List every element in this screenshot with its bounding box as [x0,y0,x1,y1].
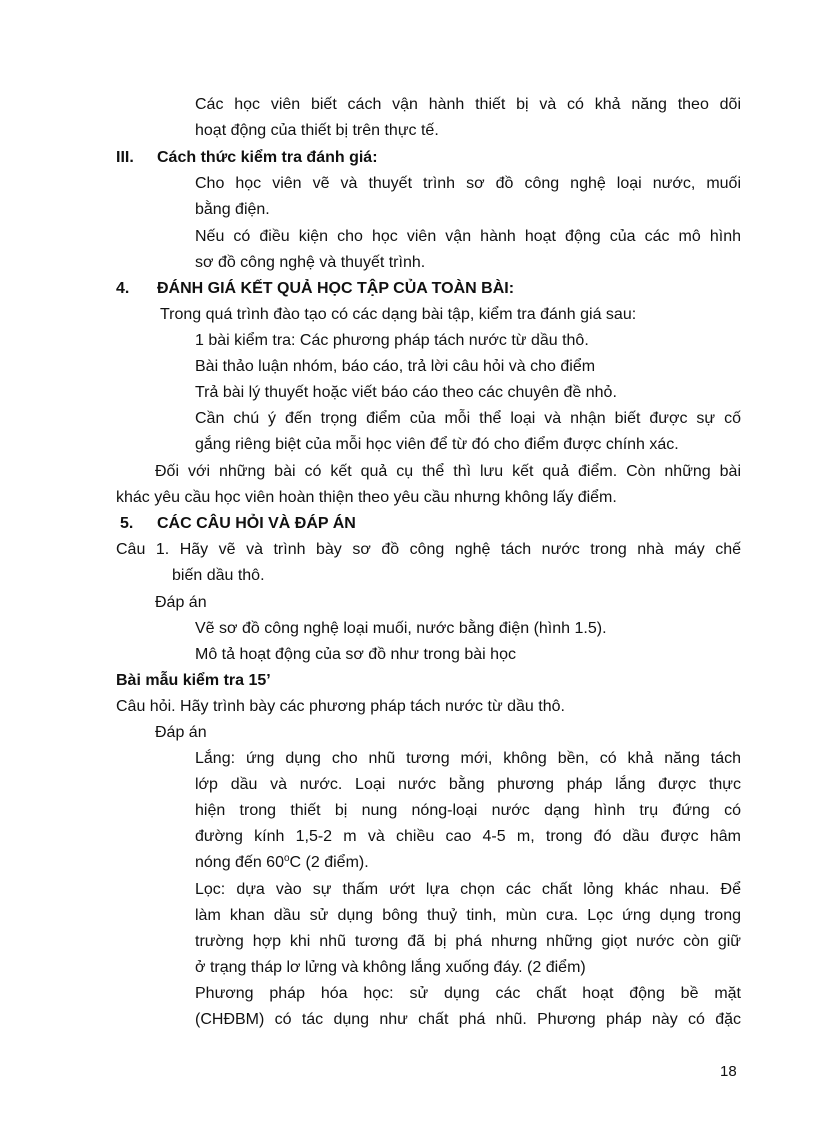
answer-line: hiện trong thiết bị nung nóng-loại nước dạng hình trụ đứng có [195,802,741,819]
list-item: Trả bài lý thuyết hoặc viết báo cáo theo các chuyên đề nhỏ. [195,384,617,401]
question-line: Câu hỏi. Hãy trình bày các phương pháp tách nước từ dầu thô. [116,698,565,715]
list-item: gắng riêng biệt của mỗi học viên để từ đó cho điểm được chính xác. [195,436,679,453]
list-item: Cần chú ý đến trọng điểm của mỗi thể loại và nhận biết được sự cố [195,410,741,427]
answer-line: lớp dầu và nước. Loại nước bằng phương pháp lắng được thực [195,776,741,793]
answer-line: trường hợp khi nhũ tương đã bị phá nhưng những giọt nước còn giữ [195,933,741,950]
list-item: 1 bài kiểm tra: Các phương pháp tách nước từ dầu thô. [195,332,589,349]
answer-line: (CHĐBM) có tác dụng như chất phá nhũ. Phương pháp này có đặc [195,1011,741,1028]
section-heading: Cách thức kiểm tra đánh giá: [157,149,378,166]
answer-line: ở trạng tháp lơ lửng và không lắng xuống đáy. (2 điểm) [195,959,586,976]
answer-label: Đáp án [155,594,207,611]
list-item: Bài thảo luận nhóm, báo cáo, trả lời câu hỏi và cho điểm [195,358,596,375]
page-number: 18 [720,1063,737,1080]
body-text-line: Trong quá trình đào tạo có các dạng bài tập, kiểm tra đánh giá sau: [160,306,637,323]
answer-line: Phương pháp hóa học: sử dụng các chất hoạt động bề mặt [195,985,741,1002]
answer-label: Đáp án [155,724,207,741]
degree-superscript: o [283,853,290,864]
answer-line [195,852,369,874]
body-text-line: Cho học viên vẽ và thuyết trình sơ đồ công nghệ loại nước, muối [195,175,741,192]
section-number: III. [116,149,134,166]
sample-heading: Bài mẫu kiểm tra 15’ [116,672,271,689]
section-number: 5. [120,515,134,532]
body-text-line: hoạt động của thiết bị trên thực tế. [195,122,439,139]
answer-text: nóng đến 60 [195,854,284,871]
body-text-line: khác yêu cầu học viên hoàn thiện theo yêu cầu nhưng không lấy điểm. [116,489,617,506]
body-text-line: Đối với những bài có kết quả cụ thể thì lưu kết quả điểm. Còn những bài [155,463,741,480]
answer-line: Lắng: ứng dụng cho nhũ tương mới, không bền, có khả năng tách [195,750,741,767]
body-text-line: Các học viên biết cách vận hành thiết bị và có khả năng theo dõi [195,96,741,113]
body-text-line: bằng điện. [195,201,270,218]
question-line: Câu 1. Hãy vẽ và trình bày sơ đồ công nghệ tách nước trong nhà máy chế [116,541,741,558]
body-text-line: Nếu có điều kiện cho học viên vận hành hoạt động của các mô hình [195,228,741,245]
section-heading: ĐÁNH GIÁ KẾT QUẢ HỌC TẬP CỦA TOÀN BÀI: [157,280,515,297]
section-heading: CÁC CÂU HỎI VÀ ĐÁP ÁN [157,515,356,532]
answer-line: Lọc: dựa vào sự thấm ướt lựa chọn các chất lỏng khác nhau. Để [195,881,741,898]
question-line: biến dầu thô. [172,567,265,584]
answer-line: làm khan dầu sử dụng bông thuỷ tinh, mùn cưa. Lọc ứng dụng trong [195,907,741,924]
answer-line: Vẽ sơ đồ công nghệ loại muối, nước bằng điện (hình 1.5). [195,620,607,637]
answer-line: Mô tả hoạt động của sơ đồ như trong bài học [195,646,516,663]
body-text-line: sơ đồ công nghệ và thuyết trình. [195,254,426,271]
answer-text: C (2 điểm). [289,854,369,871]
section-number: 4. [116,280,130,297]
answer-line: đường kính 1,5-2 m và chiều cao 4-5 m, trong đó dầu được hâm [195,828,741,845]
